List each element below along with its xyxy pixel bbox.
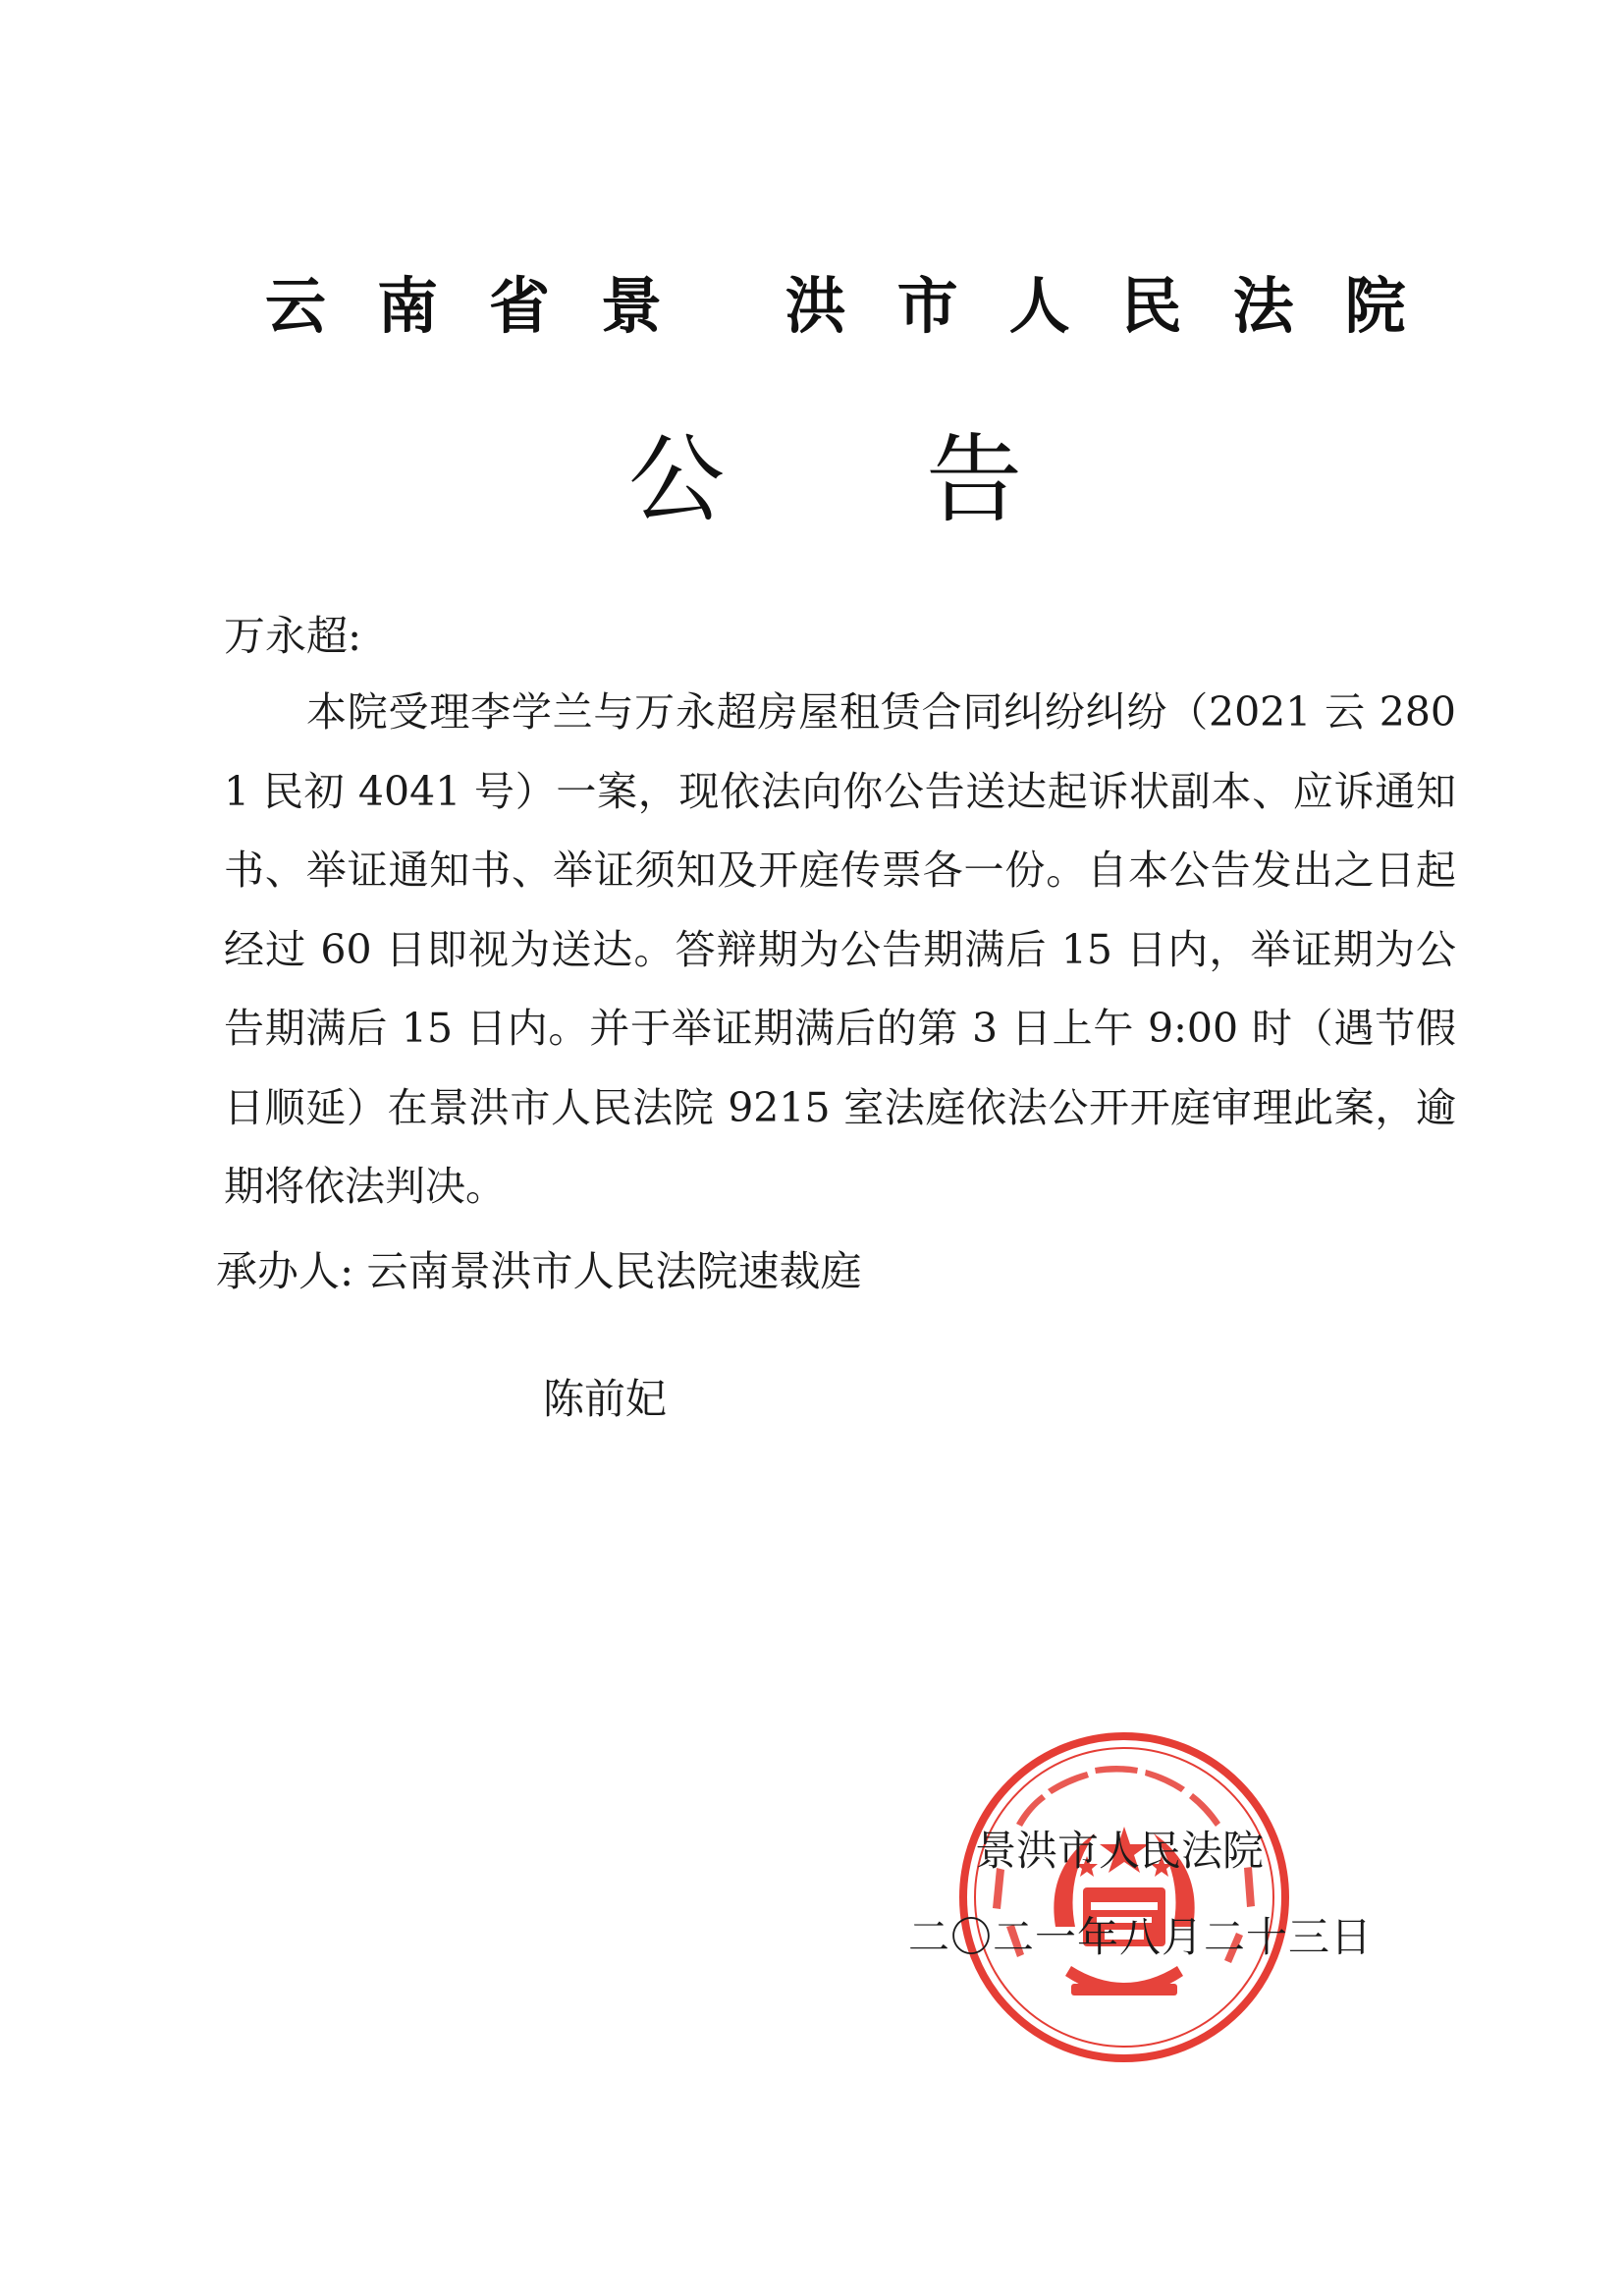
document-title: 公告 (628, 424, 1224, 536)
court-seal-stamp (957, 1730, 1291, 2064)
notice-body: 本院受理李学兰与万永超房屋租赁合同纠纷纠纷（2021 云 2801 民初 4041 号）一案，现依法向你公告送达起诉状副本、应诉通知书、举证通知书、举证须知及开庭传票各一份。自本公告发出之日起经过 60 日即视为送达。答辩期为公告期满后 15 日内，举证期为公告期满后 15 日内。并于举证期满后的第 3 日上午 9:00 时（遇节假日顺延）在景洪市人民法院 9215 室法庭依法公开开庭审理此案，逾期将依法判决。 (224, 688, 1456, 1210)
court-name-heading: 云南省景 洪市人民法院 (265, 270, 1457, 342)
handler-name: 陈前妃 (543, 1375, 668, 1423)
handler-line: 承办人: 云南景洪市人民法院速裁庭 (216, 1247, 862, 1295)
signature-court: 景洪市人民法院 (975, 1827, 1265, 1875)
addressee: 万永超: (224, 612, 362, 660)
signature-date: 二〇二一年八月二十三日 (908, 1913, 1374, 1961)
